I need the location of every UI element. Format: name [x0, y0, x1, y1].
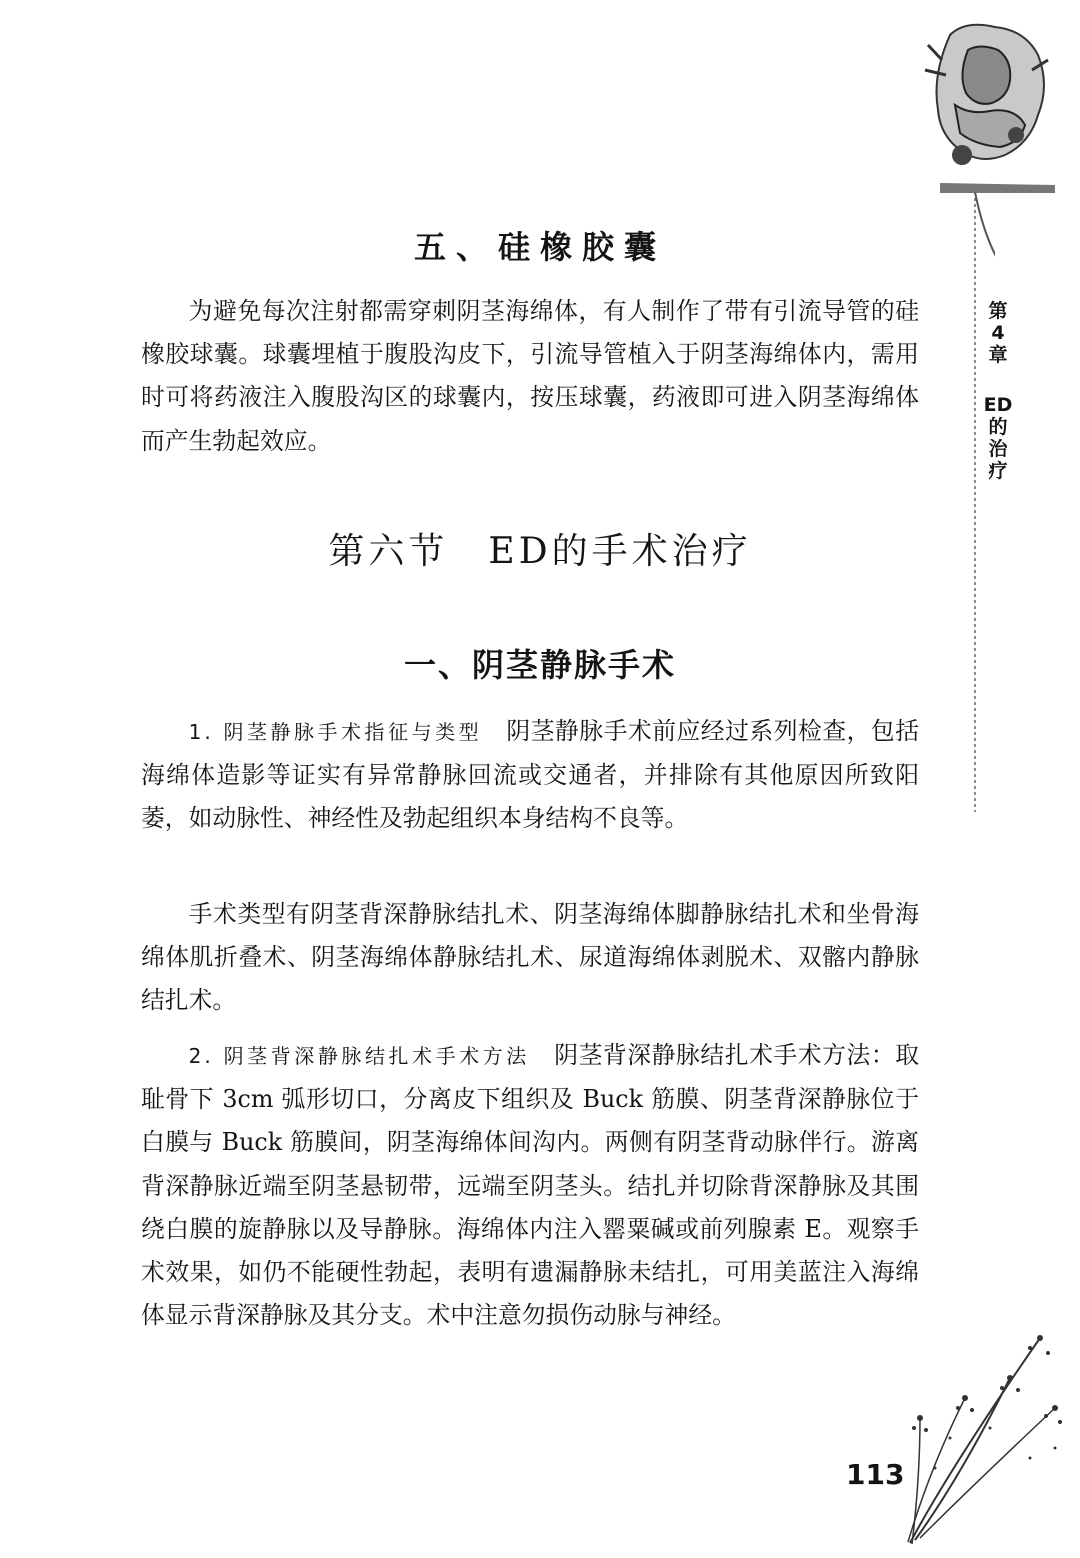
item-1-lead: 1. 阴茎静脉手术指征与类型 — [188, 720, 483, 744]
side-tab-title-3: 治 — [988, 438, 1008, 460]
side-tab-chapter-1: 第 — [988, 300, 1008, 322]
item-1-text: 阴茎静脉手术前应经过系列检查，包括海绵体造影等证实有异常静脉回流或交通者，并排除有其他原因所致阳萎，如动脉性、神经性及勃起组织本身结构不良等。 — [141, 717, 920, 833]
side-tab-chapter-2: 4 — [991, 322, 1005, 344]
side-tab-chapter-3: 章 — [988, 344, 1008, 366]
chapter-section-heading: 第六节 ED的手术治疗 — [328, 531, 752, 572]
item-2-lead: 2. 阴茎背深静脉结扎术手术方法 — [188, 1044, 530, 1068]
side-tab-title-2: 的 — [988, 416, 1008, 438]
paragraph-surgery-types: 手术类型有阴茎背深静脉结扎术、阴茎海绵体脚静脉结扎术和坐骨海绵体肌折叠术、阴茎海绵体静脉结扎术、尿道海绵体剥脱术、双髂内静脉结扎术。 — [141, 900, 919, 1015]
floral-spray-icon — [890, 1318, 1070, 1548]
paragraph-surgery-method — [141, 1034, 919, 1337]
paragraph-indications — [141, 710, 919, 841]
ornament-figure-icon — [920, 15, 1055, 195]
paragraph-silicone-balloon: 为避免每次注射都需穿刺阴茎海绵体，有人制作了带有引流导管的硅橡胶球囊。球囊埋植于腹股沟皮下，引流导管植入于阴茎海绵体内，需用时可将药液注入腹股沟区的球囊内，按压球囊，药液即可进入阴茎海绵体而产生勃起效应。 — [141, 297, 919, 455]
chapter-side-tab — [978, 300, 1018, 482]
section-heading-silicone-balloon: 五、硅橡胶囊 — [413, 228, 666, 266]
side-tab-title-4: 疗 — [988, 460, 1008, 482]
side-tab-title-1: ED — [983, 394, 1013, 416]
item-2-text: 阴茎背深静脉结扎术手术方法：取耻骨下 3cm 弧形切口，分离皮下组织及 Buck 筋膜、阴茎背深静脉位于白膜与 Buck 筋膜间，阴茎海绵体间沟内。两侧有阴茎背动脉伴行。游离背深静脉近端至阴茎悬韧带，远端至阴茎头。结扎并切除背深静脉及其围绕白膜的旋静脉以及导静脉。海绵体内注入罂粟碱或前列腺素 E。观察手术效果，如仍不能硬性勃起，表明有遗漏静脉未结扎，可用美蓝注入海绵体显示背深静脉及其分支。术中注意勿损伤动脉与神经。 — [141, 1041, 919, 1330]
page-number: 113 — [846, 1458, 905, 1491]
section-heading-penile-vein-surgery: 一、阴茎静脉手术 — [403, 646, 676, 684]
margin-divider-line — [965, 192, 995, 812]
